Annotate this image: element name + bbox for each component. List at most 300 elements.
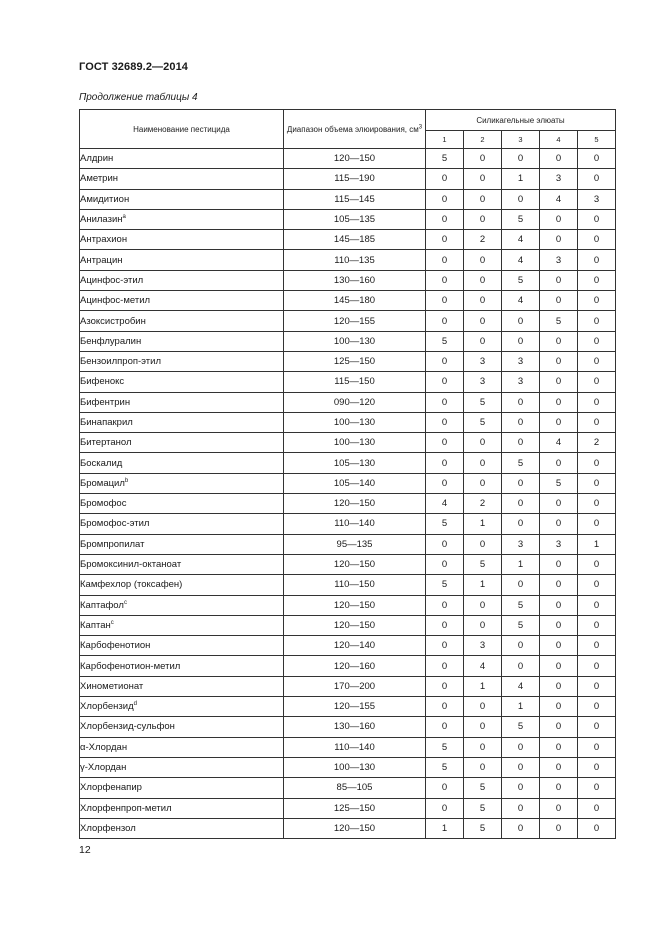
pesticide-name: Хлорфензол bbox=[80, 822, 136, 834]
eluate-fraction-5-cell: 0 bbox=[578, 372, 616, 392]
eluate-fraction-5-cell: 0 bbox=[578, 311, 616, 331]
eluate-fraction-4-cell: 0 bbox=[540, 270, 578, 290]
pesticide-name-cell bbox=[80, 757, 284, 777]
elution-range-cell: 120—155 bbox=[284, 311, 426, 331]
eluate-fraction-5-cell: 0 bbox=[578, 250, 616, 270]
eluate-fraction-2-cell: 1 bbox=[464, 676, 502, 696]
eluate-fraction-4-cell: 0 bbox=[540, 615, 578, 635]
header-fraction-4: 4 bbox=[540, 131, 578, 149]
pesticide-name-cell bbox=[80, 209, 284, 229]
eluate-fraction-5-cell: 0 bbox=[578, 494, 616, 514]
eluate-fraction-4-cell: 3 bbox=[540, 250, 578, 270]
eluate-fraction-1-cell: 0 bbox=[426, 798, 464, 818]
pesticide-name: Боскалид bbox=[80, 457, 123, 469]
eluate-fraction-2-cell: 3 bbox=[464, 636, 502, 656]
eluate-fraction-1-cell: 5 bbox=[426, 331, 464, 351]
eluate-fraction-4-cell: 0 bbox=[540, 757, 578, 777]
eluate-fraction-1-cell: 0 bbox=[426, 676, 464, 696]
eluate-fraction-3-cell: 0 bbox=[502, 433, 540, 453]
table-row bbox=[80, 778, 616, 798]
eluate-fraction-3-cell: 0 bbox=[502, 798, 540, 818]
eluate-fraction-4-cell: 0 bbox=[540, 209, 578, 229]
pesticide-name-cell bbox=[80, 230, 284, 250]
eluate-fraction-3-cell: 4 bbox=[502, 250, 540, 270]
pesticide-name: Бинапакрил bbox=[80, 417, 133, 428]
eluate-fraction-1-cell: 0 bbox=[426, 636, 464, 656]
pesticide-name: Антрацин bbox=[80, 254, 123, 266]
header-pesticide-name: Наименование пестицида bbox=[80, 110, 284, 149]
eluate-fraction-4-cell: 0 bbox=[540, 554, 578, 574]
eluate-fraction-2-cell: 2 bbox=[464, 230, 502, 250]
eluate-fraction-3-cell: 4 bbox=[502, 676, 540, 696]
eluate-fraction-1-cell: 0 bbox=[426, 717, 464, 737]
elution-range-cell: 100—130 bbox=[284, 433, 426, 453]
elution-range-cell: 85—105 bbox=[284, 778, 426, 798]
eluate-fraction-2-cell: 5 bbox=[464, 554, 502, 574]
eluate-fraction-5-cell: 0 bbox=[578, 554, 616, 574]
table-row bbox=[80, 250, 616, 270]
elution-range-cell: 145—185 bbox=[284, 230, 426, 250]
pesticide-name-cell bbox=[80, 169, 284, 189]
eluate-fraction-4-cell: 0 bbox=[540, 412, 578, 432]
pesticide-name: Антрахион bbox=[80, 234, 128, 246]
eluate-fraction-2-cell: 5 bbox=[464, 818, 502, 838]
pesticide-name-cell bbox=[80, 250, 284, 270]
eluate-fraction-4-cell: 3 bbox=[540, 534, 578, 554]
pesticide-name: Ацинфос-метил bbox=[80, 295, 151, 307]
eluate-fraction-1-cell: 0 bbox=[426, 433, 464, 453]
table-row bbox=[80, 149, 616, 169]
pesticide-name: α-Хлордан bbox=[80, 741, 128, 753]
eluate-fraction-4-cell: 0 bbox=[540, 798, 578, 818]
header-silica-eluates: Силикагельные элюаты bbox=[426, 110, 616, 131]
eluate-fraction-5-cell: 0 bbox=[578, 697, 616, 717]
pesticide-name: Бромацил bbox=[80, 477, 125, 489]
eluate-fraction-1-cell: 0 bbox=[426, 778, 464, 798]
pesticide-name: Бромофос-этил bbox=[80, 518, 150, 530]
pesticide-name: Камфехлор (токсафен) bbox=[80, 579, 183, 591]
elution-range-cell: 120—150 bbox=[284, 554, 426, 574]
eluate-fraction-5-cell: 0 bbox=[578, 392, 616, 412]
eluate-fraction-3-cell: 0 bbox=[502, 311, 540, 331]
table-row bbox=[80, 412, 616, 432]
eluate-fraction-1-cell: 5 bbox=[426, 514, 464, 534]
eluate-fraction-1-cell: 0 bbox=[426, 656, 464, 676]
eluate-fraction-2-cell: 0 bbox=[464, 453, 502, 473]
table-row bbox=[80, 453, 616, 473]
pesticide-name: Каптафол bbox=[80, 599, 124, 611]
elution-range-cell: 120—155 bbox=[284, 697, 426, 717]
header-fraction-2: 2 bbox=[464, 131, 502, 149]
elution-range-cell: 170—200 bbox=[284, 676, 426, 696]
eluate-fraction-2-cell: 0 bbox=[464, 737, 502, 757]
elution-range-cell: 120—150 bbox=[284, 595, 426, 615]
eluate-fraction-5-cell: 0 bbox=[578, 757, 616, 777]
eluate-fraction-5-cell: 0 bbox=[578, 453, 616, 473]
eluate-fraction-2-cell: 0 bbox=[464, 757, 502, 777]
eluate-fraction-1-cell: 1 bbox=[426, 818, 464, 838]
elution-range-cell: 090—120 bbox=[284, 392, 426, 412]
pesticide-name: Бромофос bbox=[80, 498, 127, 510]
table-row bbox=[80, 230, 616, 250]
eluate-fraction-2-cell: 0 bbox=[464, 270, 502, 290]
elution-range-cell: 100—130 bbox=[284, 331, 426, 351]
eluate-fraction-5-cell: 0 bbox=[578, 351, 616, 371]
table-row bbox=[80, 433, 616, 453]
header-elution-range-unit-sup: 3 bbox=[418, 123, 423, 130]
eluate-fraction-5-cell: 0 bbox=[578, 798, 616, 818]
eluate-fraction-3-cell: 1 bbox=[502, 169, 540, 189]
elution-range-cell: 115—190 bbox=[284, 169, 426, 189]
table-row bbox=[80, 351, 616, 371]
elution-range-cell: 110—140 bbox=[284, 737, 426, 757]
pesticide-name-cell bbox=[80, 149, 284, 169]
eluate-fraction-1-cell: 0 bbox=[426, 270, 464, 290]
table-row bbox=[80, 575, 616, 595]
elution-range-cell: 110—135 bbox=[284, 250, 426, 270]
eluate-fraction-5-cell: 0 bbox=[578, 818, 616, 838]
pesticide-name: Бензоилпроп-этил bbox=[80, 356, 162, 368]
eluate-fraction-3-cell: 5 bbox=[502, 270, 540, 290]
pesticide-name-cell bbox=[80, 291, 284, 311]
elution-range-cell: 95—135 bbox=[284, 534, 426, 554]
table-body bbox=[80, 149, 616, 839]
eluate-fraction-1-cell: 0 bbox=[426, 554, 464, 574]
eluate-fraction-2-cell: 0 bbox=[464, 189, 502, 209]
eluate-fraction-3-cell: 0 bbox=[502, 757, 540, 777]
header-elution-range bbox=[284, 110, 426, 149]
pesticide-name-cell bbox=[80, 514, 284, 534]
eluate-fraction-5-cell: 0 bbox=[578, 676, 616, 696]
eluate-fraction-4-cell: 0 bbox=[540, 717, 578, 737]
eluate-fraction-2-cell: 0 bbox=[464, 595, 502, 615]
eluate-fraction-4-cell: 0 bbox=[540, 778, 578, 798]
pesticide-name-cell bbox=[80, 676, 284, 696]
pesticide-name: Карбофенотион bbox=[80, 640, 151, 652]
eluate-fraction-2-cell: 3 bbox=[464, 351, 502, 371]
eluate-fraction-1-cell: 5 bbox=[426, 575, 464, 595]
table-row bbox=[80, 291, 616, 311]
eluate-fraction-4-cell: 0 bbox=[540, 372, 578, 392]
eluate-fraction-3-cell: 0 bbox=[502, 473, 540, 493]
elution-range-cell: 120—150 bbox=[284, 615, 426, 635]
elution-range-cell: 125—150 bbox=[284, 798, 426, 818]
eluate-fraction-2-cell: 0 bbox=[464, 433, 502, 453]
eluate-fraction-3-cell: 0 bbox=[502, 412, 540, 432]
eluate-fraction-3-cell: 0 bbox=[502, 636, 540, 656]
eluate-fraction-4-cell: 4 bbox=[540, 189, 578, 209]
eluate-fraction-3-cell: 3 bbox=[502, 372, 540, 392]
pesticide-name: Битертанол bbox=[80, 437, 132, 449]
eluate-fraction-2-cell: 5 bbox=[464, 798, 502, 818]
pesticide-name: Алдрин bbox=[80, 153, 114, 165]
eluate-fraction-4-cell: 0 bbox=[540, 149, 578, 169]
elution-range-cell: 120—150 bbox=[284, 818, 426, 838]
eluate-fraction-4-cell: 0 bbox=[540, 494, 578, 514]
eluate-fraction-2-cell: 0 bbox=[464, 473, 502, 493]
pesticide-name: Амидитион bbox=[80, 193, 130, 205]
pesticide-name-cell bbox=[80, 534, 284, 554]
eluate-fraction-3-cell: 0 bbox=[502, 189, 540, 209]
eluate-fraction-1-cell: 0 bbox=[426, 209, 464, 229]
eluate-fraction-2-cell: 5 bbox=[464, 412, 502, 432]
header-elution-range-text: Диапазон объема элюирования, см bbox=[286, 124, 419, 134]
eluate-fraction-2-cell: 1 bbox=[464, 514, 502, 534]
pesticide-name: Каптан bbox=[80, 619, 111, 631]
pesticide-table bbox=[79, 109, 616, 839]
pesticide-name-cell bbox=[80, 351, 284, 371]
eluate-fraction-5-cell: 0 bbox=[578, 656, 616, 676]
table-row bbox=[80, 798, 616, 818]
table-row bbox=[80, 818, 616, 838]
table-row bbox=[80, 311, 616, 331]
elution-range-cell: 120—150 bbox=[284, 494, 426, 514]
eluate-fraction-1-cell: 5 bbox=[426, 149, 464, 169]
eluate-fraction-4-cell: 0 bbox=[540, 453, 578, 473]
footnote-marker: b bbox=[124, 477, 129, 484]
eluate-fraction-3-cell: 0 bbox=[502, 818, 540, 838]
table-row bbox=[80, 697, 616, 717]
table-caption: Продолжение таблицы 4 bbox=[79, 92, 198, 103]
eluate-fraction-2-cell: 1 bbox=[464, 575, 502, 595]
pesticide-name-cell bbox=[80, 311, 284, 331]
pesticide-name: Хлорбензид-сульфон bbox=[80, 721, 175, 733]
pesticide-name-cell bbox=[80, 615, 284, 635]
table-row bbox=[80, 209, 616, 229]
eluate-fraction-1-cell: 0 bbox=[426, 169, 464, 189]
eluate-fraction-3-cell: 0 bbox=[502, 331, 540, 351]
eluate-fraction-2-cell: 3 bbox=[464, 372, 502, 392]
eluate-fraction-5-cell: 1 bbox=[578, 534, 616, 554]
eluate-fraction-1-cell: 4 bbox=[426, 494, 464, 514]
eluate-fraction-4-cell: 0 bbox=[540, 514, 578, 534]
elution-range-cell: 130—160 bbox=[284, 717, 426, 737]
eluate-fraction-1-cell: 0 bbox=[426, 392, 464, 412]
elution-range-cell: 120—140 bbox=[284, 636, 426, 656]
eluate-fraction-2-cell: 0 bbox=[464, 615, 502, 635]
eluate-fraction-4-cell: 4 bbox=[540, 433, 578, 453]
elution-range-cell: 105—140 bbox=[284, 473, 426, 493]
eluate-fraction-5-cell: 0 bbox=[578, 473, 616, 493]
eluate-fraction-2-cell: 0 bbox=[464, 697, 502, 717]
eluate-fraction-1-cell: 5 bbox=[426, 757, 464, 777]
footnote-marker: d bbox=[133, 701, 137, 707]
eluate-fraction-2-cell: 0 bbox=[464, 311, 502, 331]
eluate-fraction-1-cell: 0 bbox=[426, 351, 464, 371]
pesticide-name-cell bbox=[80, 554, 284, 574]
eluate-fraction-1-cell: 0 bbox=[426, 453, 464, 473]
eluate-fraction-2-cell: 5 bbox=[464, 392, 502, 412]
pesticide-name: Хинометионат bbox=[80, 680, 144, 692]
pesticide-name-cell bbox=[80, 575, 284, 595]
eluate-fraction-4-cell: 0 bbox=[540, 676, 578, 696]
pesticide-name-cell bbox=[80, 697, 284, 717]
table-row bbox=[80, 534, 616, 554]
eluate-fraction-5-cell: 0 bbox=[578, 575, 616, 595]
eluate-fraction-5-cell: 0 bbox=[578, 778, 616, 798]
eluate-fraction-1-cell: 0 bbox=[426, 697, 464, 717]
eluate-fraction-1-cell: 0 bbox=[426, 189, 464, 209]
table-row bbox=[80, 473, 616, 493]
pesticide-name-cell bbox=[80, 453, 284, 473]
eluate-fraction-2-cell: 0 bbox=[464, 250, 502, 270]
pesticide-name: Аметрин bbox=[80, 173, 119, 185]
pesticide-name-cell bbox=[80, 778, 284, 798]
eluate-fraction-5-cell: 0 bbox=[578, 636, 616, 656]
eluate-fraction-3-cell: 5 bbox=[502, 615, 540, 635]
pesticide-name-cell bbox=[80, 473, 284, 493]
table-row bbox=[80, 514, 616, 534]
eluate-fraction-5-cell: 0 bbox=[578, 615, 616, 635]
elution-range-cell: 110—140 bbox=[284, 514, 426, 534]
eluate-fraction-3-cell: 4 bbox=[502, 230, 540, 250]
eluate-fraction-5-cell: 0 bbox=[578, 595, 616, 615]
eluate-fraction-1-cell: 0 bbox=[426, 473, 464, 493]
eluate-fraction-5-cell: 0 bbox=[578, 331, 616, 351]
elution-range-cell: 105—130 bbox=[284, 453, 426, 473]
table-row bbox=[80, 189, 616, 209]
eluate-fraction-1-cell: 0 bbox=[426, 595, 464, 615]
eluate-fraction-2-cell: 0 bbox=[464, 717, 502, 737]
table-row bbox=[80, 270, 616, 290]
pesticide-name: Бромоксинил-октаноат bbox=[80, 559, 182, 571]
table-row bbox=[80, 656, 616, 676]
pesticide-name-cell bbox=[80, 331, 284, 351]
eluate-fraction-4-cell: 5 bbox=[540, 311, 578, 331]
page-number: 12 bbox=[79, 844, 91, 856]
footnote-marker: a bbox=[122, 213, 126, 220]
pesticide-name-cell bbox=[80, 433, 284, 453]
elution-range-cell: 130—160 bbox=[284, 270, 426, 290]
eluate-fraction-5-cell: 2 bbox=[578, 433, 616, 453]
eluate-fraction-1-cell: 0 bbox=[426, 230, 464, 250]
pesticide-name-cell bbox=[80, 189, 284, 209]
elution-range-cell: 125—150 bbox=[284, 351, 426, 371]
eluate-fraction-3-cell: 1 bbox=[502, 697, 540, 717]
table-row bbox=[80, 392, 616, 412]
eluate-fraction-1-cell: 0 bbox=[426, 311, 464, 331]
eluate-fraction-5-cell: 0 bbox=[578, 717, 616, 737]
pesticide-name: Бифентрин bbox=[80, 396, 131, 408]
pesticide-name-cell bbox=[80, 798, 284, 818]
eluate-fraction-4-cell: 3 bbox=[540, 169, 578, 189]
eluate-fraction-4-cell: 0 bbox=[540, 575, 578, 595]
eluate-fraction-3-cell: 5 bbox=[502, 209, 540, 229]
eluate-fraction-1-cell: 0 bbox=[426, 412, 464, 432]
elution-range-cell: 100—130 bbox=[284, 757, 426, 777]
pesticide-name-cell bbox=[80, 372, 284, 392]
eluate-fraction-2-cell: 5 bbox=[464, 778, 502, 798]
eluate-fraction-3-cell: 0 bbox=[502, 514, 540, 534]
pesticide-name-cell bbox=[80, 656, 284, 676]
eluate-fraction-4-cell: 0 bbox=[540, 656, 578, 676]
eluate-fraction-3-cell: 3 bbox=[502, 351, 540, 371]
eluate-fraction-5-cell: 0 bbox=[578, 209, 616, 229]
eluate-fraction-5-cell: 0 bbox=[578, 291, 616, 311]
pesticide-name-cell bbox=[80, 412, 284, 432]
elution-range-cell: 120—150 bbox=[284, 149, 426, 169]
pesticide-name: Ацинфос-этил bbox=[80, 274, 144, 286]
table-row bbox=[80, 676, 616, 696]
pesticide-name: Азоксистробин bbox=[80, 315, 146, 327]
table-row bbox=[80, 494, 616, 514]
eluate-fraction-4-cell: 0 bbox=[540, 331, 578, 351]
table-row bbox=[80, 331, 616, 351]
elution-range-cell: 120—160 bbox=[284, 656, 426, 676]
eluate-fraction-4-cell: 0 bbox=[540, 818, 578, 838]
eluate-fraction-3-cell: 5 bbox=[502, 595, 540, 615]
table-row bbox=[80, 372, 616, 392]
pesticide-name: Хлорбензид bbox=[80, 701, 134, 713]
eluate-fraction-3-cell: 1 bbox=[502, 554, 540, 574]
table-row bbox=[80, 636, 616, 656]
pesticide-name-cell bbox=[80, 595, 284, 615]
eluate-fraction-3-cell: 3 bbox=[502, 534, 540, 554]
eluate-fraction-3-cell: 0 bbox=[502, 778, 540, 798]
pesticide-name: Хлорфенпроп-метил bbox=[80, 802, 172, 814]
eluate-fraction-5-cell: 0 bbox=[578, 270, 616, 290]
elution-range-cell: 145—180 bbox=[284, 291, 426, 311]
table-row bbox=[80, 717, 616, 737]
eluate-fraction-4-cell: 0 bbox=[540, 291, 578, 311]
eluate-fraction-2-cell: 2 bbox=[464, 494, 502, 514]
eluate-fraction-4-cell: 0 bbox=[540, 697, 578, 717]
pesticide-name-cell bbox=[80, 392, 284, 412]
footnote-marker: c bbox=[123, 599, 127, 606]
eluate-fraction-4-cell: 0 bbox=[540, 595, 578, 615]
eluate-fraction-3-cell: 0 bbox=[502, 656, 540, 676]
eluate-fraction-3-cell: 0 bbox=[502, 392, 540, 412]
eluate-fraction-3-cell: 5 bbox=[502, 453, 540, 473]
eluate-fraction-3-cell: 5 bbox=[502, 717, 540, 737]
eluate-fraction-3-cell: 4 bbox=[502, 291, 540, 311]
eluate-fraction-4-cell: 0 bbox=[540, 636, 578, 656]
table-row bbox=[80, 169, 616, 189]
pesticide-name-cell bbox=[80, 270, 284, 290]
eluate-fraction-2-cell: 0 bbox=[464, 169, 502, 189]
pesticide-name: Бромпропилат bbox=[80, 538, 145, 550]
header-fraction-1: 1 bbox=[426, 131, 464, 149]
pesticide-name: Бифенокс bbox=[80, 376, 125, 388]
eluate-fraction-2-cell: 0 bbox=[464, 149, 502, 169]
eluate-fraction-3-cell: 0 bbox=[502, 737, 540, 757]
eluate-fraction-3-cell: 0 bbox=[502, 149, 540, 169]
eluate-fraction-2-cell: 0 bbox=[464, 331, 502, 351]
elution-range-cell: 105—135 bbox=[284, 209, 426, 229]
table-row bbox=[80, 737, 616, 757]
eluate-fraction-1-cell: 0 bbox=[426, 534, 464, 554]
elution-range-cell: 115—150 bbox=[284, 372, 426, 392]
eluate-fraction-2-cell: 0 bbox=[464, 209, 502, 229]
pesticide-name-cell bbox=[80, 737, 284, 757]
eluate-fraction-5-cell: 3 bbox=[578, 189, 616, 209]
footnote-marker: c bbox=[110, 619, 114, 626]
eluate-fraction-4-cell: 0 bbox=[540, 392, 578, 412]
elution-range-cell: 110—150 bbox=[284, 575, 426, 595]
table-row bbox=[80, 757, 616, 777]
pesticide-name: Хлорфенапир bbox=[80, 782, 142, 794]
table-header bbox=[80, 110, 616, 149]
eluate-fraction-3-cell: 0 bbox=[502, 575, 540, 595]
eluate-fraction-1-cell: 5 bbox=[426, 737, 464, 757]
elution-range-cell: 115—145 bbox=[284, 189, 426, 209]
pesticide-name: Бенфлуралин bbox=[80, 335, 142, 347]
header-fraction-3: 3 bbox=[502, 131, 540, 149]
elution-range-cell: 100—130 bbox=[284, 412, 426, 432]
pesticide-name: Анилазин bbox=[80, 214, 123, 226]
pesticide-name-cell bbox=[80, 717, 284, 737]
eluate-fraction-1-cell: 0 bbox=[426, 250, 464, 270]
